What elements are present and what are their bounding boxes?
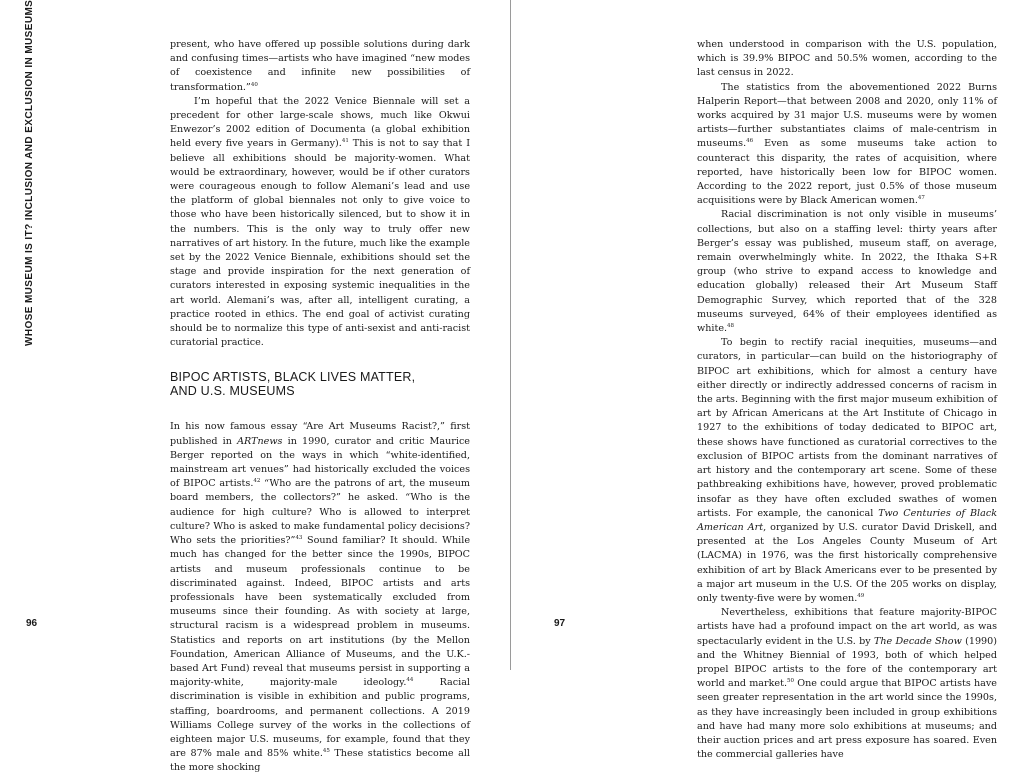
left-text-column <box>170 38 470 776</box>
footnote-marker: 43 <box>295 534 303 541</box>
footnote-marker: 50 <box>787 677 795 684</box>
paragraph-text: Racial discrimination is not only visible in museums’ collections, but also on a staffing level: thirty years after Berger’s essay was published, museum staff, on average, remain overwhelmingly white. In 2022, the Ithaka S+R group (who strive to expand access to knowledge and education globally) released their Art Museum Staff Demographic Survey, which reported that of the 328 museums surveyed, 64% of their employees identified as white. <box>697 209 997 335</box>
running-head: WHOSE MUSEUM IS IT? INCLUSION AND EXCLUSION IN MUSEUMS <box>24 0 35 346</box>
footnote-marker: 44 <box>406 676 414 683</box>
paragraph <box>170 38 470 95</box>
footnote-marker: 46 <box>746 138 754 145</box>
paragraph <box>170 95 470 351</box>
paragraph-text: I’m hopeful that the 2022 Venice Biennale will set a precedent for other large-scale shows, much like Okwui Enwezor’s 2002 edition of Documenta (a global exhibition held every five years in Germany). <box>170 95 470 150</box>
paragraph <box>697 208 997 336</box>
right-page <box>511 0 1020 761</box>
paragraph <box>170 420 470 775</box>
section-heading: BIPOC ARTISTS, BLACK LIVES MATTER, AND U.S. MUSEUMS <box>170 370 416 399</box>
page-number: 96 <box>26 618 38 629</box>
publication-title: ARTnews <box>237 435 283 447</box>
paragraph-text: in 1990, curator and critic Maurice Berger reported on the ways in which “white-identified, mainstream art venues” had historically excluded the voices of BIPOC artists. <box>170 435 470 490</box>
paragraph-text: To begin to rectify racial inequities, museums—and curators, in particular—can build on the historiography of BIPOC art exhibitions, which for almost a century have either directly or indirectly addressed concerns of racism in the arts. Beginning with the first major museum exhibition of art by African Americans at the Art Institute of Chicago in 1927 to the exhibitions of today dedicated to BIPOC art, these shows have functioned as curatorial correctives to the exclusion of BIPOC artists from the dominant narratives of art history and the contemporary art scene. Some of these pathbreaking exhibitions have, however, proved problematic insofar as they have often excluded swathes of women artists. For example, the canonical <box>697 337 997 519</box>
paragraph-text: This is not to say that I believe all exhibitions should be majority-women. What would be extraordinary, however, would be if other curators were courageous enough to follow Alemani’s lead and use the platform of global biennales not only to give voice to those who have been historically silenced, but to show it in the numbers. This is the only way to truly offer new narratives of art history. In the future, much like the example set by the 2022 Venice Biennale, exhibitions should set the stage and provide inspiration for the next generation of curators interested in exposing systemic inequalities in the art world. Alemani’s was, after all, intelligent curating, a practice rooted in ethics. The end goal of activist curating should be to normalize this type of anti-sexist and anti-racist curatorial practice. <box>170 138 470 349</box>
paragraph-text: Nevertheless, exhibitions that feature majority-BIPOC artists have had a profound impact on the art world, as was spectacularly evident in the U.S. by <box>697 607 997 647</box>
paragraph-text: Sound familiar? It should. While much has changed for the better since the 1990s, BIPOC artists and museum professionals continue to be discriminated against. Indeed, BIPOC artists and arts professionals have been systematically excluded from museums since their founding. As with society at large, structural racism is a widespread problem in museums. Statistics and reports on art institutions (by the Mellon Foundation, American Alliance of Museums, and the U.K.-based Art Fund) reveal that museums persist in supporting a majority-white, majority-male ideology. <box>170 535 470 689</box>
paragraph-text: when understood in comparison with the U.S. population, which is 39.9% BIPOC and 50.5% women, according to the last census in 2022. <box>697 39 997 79</box>
paragraph <box>697 38 997 81</box>
paragraph <box>697 336 997 606</box>
paragraph-text: These statistics become all the more shocking <box>170 748 470 774</box>
footnote-marker: 41 <box>341 138 349 145</box>
page-number: 97 <box>554 618 566 629</box>
paragraph-text: present, who have offered up possible solutions during dark and confusing times—artists who have imagined “new modes of coexistence and infinite new possibilities of transformation.” <box>170 39 470 93</box>
footnote-marker: 40 <box>250 81 258 88</box>
footnote-marker: 42 <box>253 478 261 485</box>
paragraph <box>697 606 997 762</box>
paragraph-text: (1990) and the Whitney Biennial of 1993, both of which helped propel BIPOC artists to the fore of the contemporary art world and market. <box>697 635 998 690</box>
exhibition-title: The Decade Show <box>873 635 962 647</box>
footnote-marker: 48 <box>727 322 735 329</box>
footnote-marker: 49 <box>857 592 865 599</box>
paragraph-text: Even as some museums take action to counteract this disparity, the rates of acquisition, where reported, have historically been low for BIPOC women. According to the 2022 report, just 0.5% of those museum acquisitions were by Black American women. <box>697 138 997 207</box>
exhibition-title: Two Centuries of Black American Art <box>697 507 998 533</box>
right-text-column <box>697 38 997 762</box>
paragraph-text: Racial discrimination is visible in exhibition and public programs, staffing, boardrooms, and permanent collections. A 2019 Williams College survey of the works in the collections of eighteen major U.S. museums, for example, found that they are 87% male and 85% white. <box>170 677 470 760</box>
paragraph-text: The statistics from the abovementioned 2022 Burns Halperin Report—that between 2008 and 2020, only 11% of works acquired by 31 major U.S. museums were by women artists—further substantiates claims of male-centrism in museums. <box>697 81 997 150</box>
footnote-marker: 45 <box>322 747 330 754</box>
paragraph-text: In his now famous essay “Are Art Museums Racist?,” first published in <box>170 421 470 447</box>
paragraph-text: “Who are the patrons of art, the museum board members, the collectors?” he asked. “Who is the audience for high culture? Who is allowed to interpret culture? Who is asked to make fundamental policy decisions? Who sets the priorities?” <box>170 478 470 547</box>
left-page <box>0 0 510 774</box>
paragraph-text: One could argue that BIPOC artists have seen greater representation in the art world since the 1990s, as they have increasingly been included in group exhibitions and have had many more solo exhibitions at museums; and their auction prices and art press exposure has soared. Even the commercial galleries have <box>697 678 997 761</box>
paragraph-text: , organized by U.S. curator David Driskell, and presented at the Los Angeles County Museum of Art (LACMA) in 1976, was the first historically comprehensive exhibition of art by Black Americans ever to be presented by a major art museum in the U.S. Of the 205 works on display, only twenty-five were by women. <box>697 521 997 604</box>
footnote-marker: 47 <box>917 195 925 202</box>
paragraph <box>697 81 997 209</box>
